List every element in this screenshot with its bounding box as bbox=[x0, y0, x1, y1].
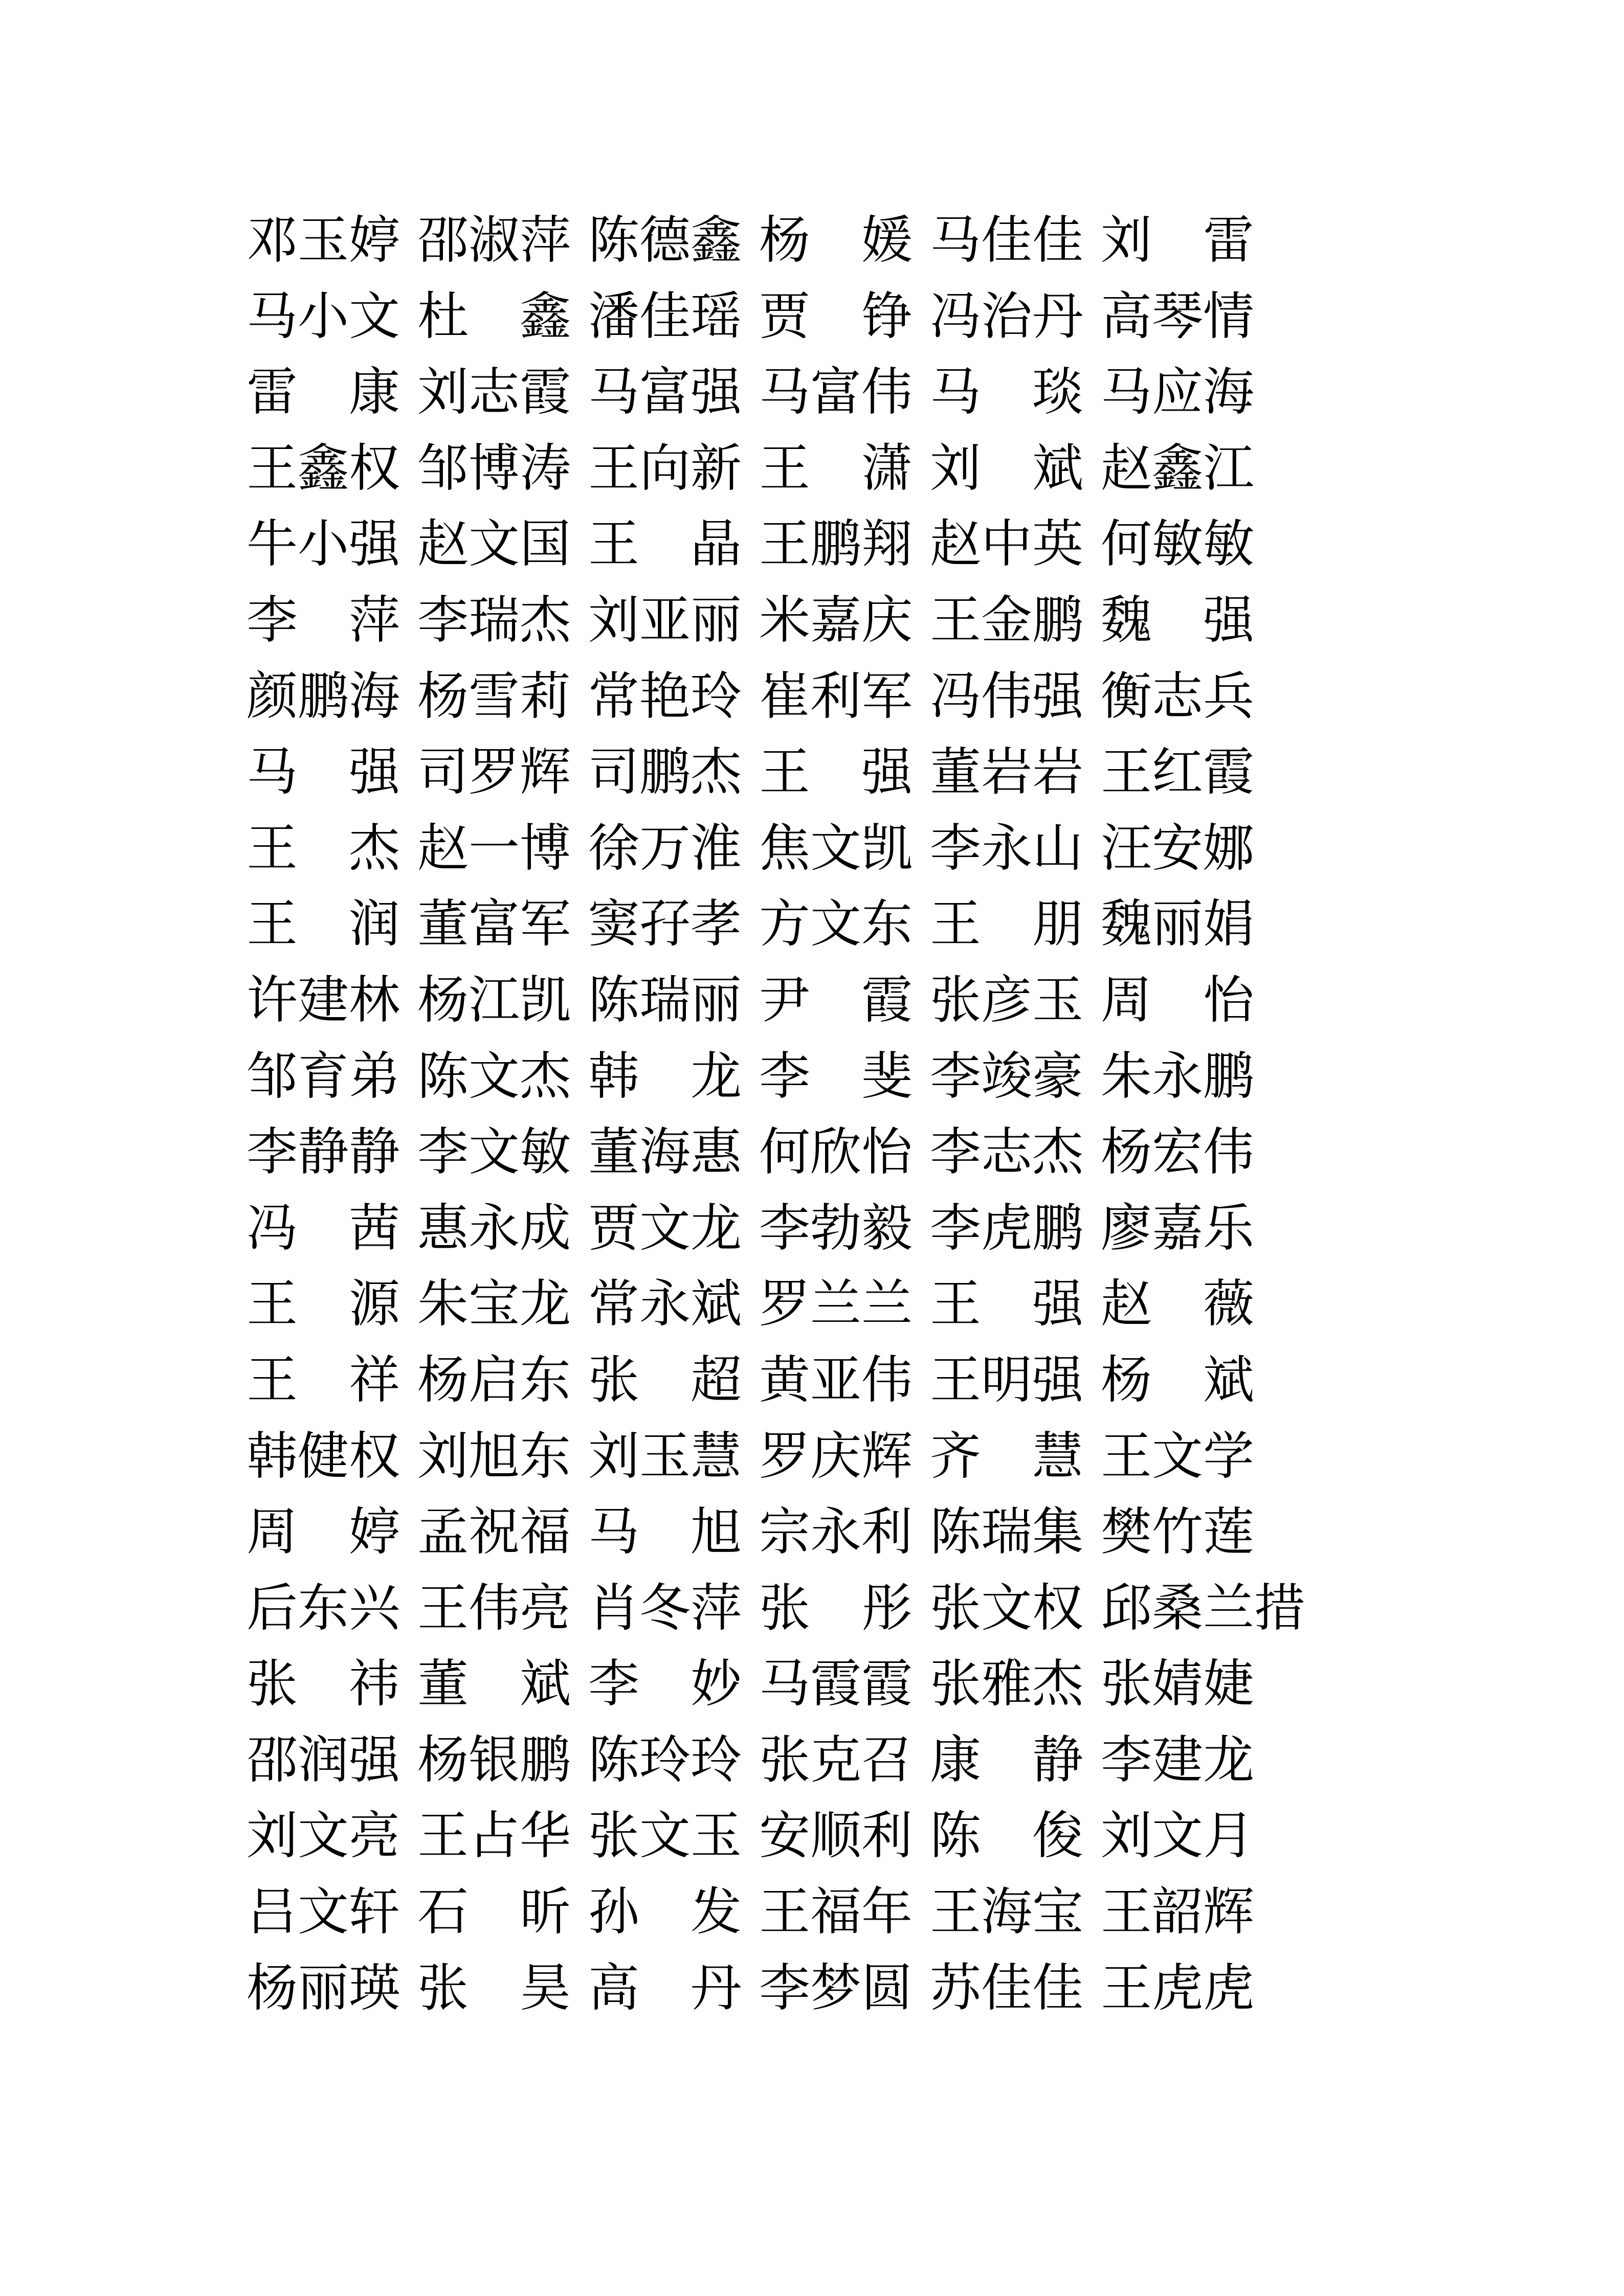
name-cell: 刘文亮 bbox=[247, 1806, 400, 1866]
name-cell: 刘旭东 bbox=[417, 1426, 571, 1486]
name-cell: 崔利军 bbox=[759, 666, 913, 726]
name-cell: 董岩岩 bbox=[930, 742, 1083, 802]
name-cell: 李文敏 bbox=[417, 1122, 571, 1182]
name-cell: 杨启东 bbox=[417, 1349, 571, 1410]
name-cell: 安顺利 bbox=[759, 1806, 913, 1866]
name-cell: 李 妙 bbox=[588, 1654, 742, 1714]
name-cell: 王 祥 bbox=[247, 1349, 400, 1410]
name-cell: 赵鑫江 bbox=[1101, 438, 1254, 498]
name-cell: 邓玉婷 bbox=[247, 210, 400, 270]
name-cell: 焦文凯 bbox=[759, 818, 913, 878]
name-cell: 黄亚伟 bbox=[759, 1349, 913, 1410]
name-cell: 许建林 bbox=[247, 970, 400, 1030]
name-cell: 陈文杰 bbox=[417, 1046, 571, 1106]
name-cell: 杨银鹏 bbox=[417, 1729, 571, 1790]
name-cell: 孙 发 bbox=[588, 1882, 742, 1942]
name-cell: 李永山 bbox=[930, 818, 1083, 878]
name-cell: 王金鹏 bbox=[930, 590, 1083, 650]
name-cell: 张 昊 bbox=[417, 1957, 571, 2018]
name-cell: 魏 强 bbox=[1101, 590, 1254, 650]
name-cell: 王 杰 bbox=[247, 818, 400, 878]
name-cell: 罗兰兰 bbox=[759, 1274, 913, 1334]
name-cell: 马富强 bbox=[588, 362, 742, 422]
name-cell: 冯伟强 bbox=[930, 666, 1083, 726]
name-cell: 冯 茜 bbox=[247, 1198, 400, 1258]
name-cell: 李勃毅 bbox=[759, 1198, 913, 1258]
name-cell: 马 旭 bbox=[588, 1502, 742, 1562]
name-cell: 石 昕 bbox=[417, 1882, 571, 1942]
name-cell: 张婧婕 bbox=[1101, 1654, 1254, 1714]
name-cell: 王 润 bbox=[247, 894, 400, 954]
name-cell: 李建龙 bbox=[1101, 1729, 1254, 1790]
name-grid bbox=[247, 202, 1305, 2026]
name-cell: 高琴情 bbox=[1101, 286, 1254, 346]
name-cell: 王文学 bbox=[1101, 1426, 1254, 1486]
name-cell: 司鹏杰 bbox=[588, 742, 742, 802]
name-cell: 王占华 bbox=[417, 1806, 571, 1866]
name-cell: 刘玉慧 bbox=[588, 1426, 742, 1486]
name-cell: 李志杰 bbox=[930, 1122, 1083, 1182]
name-cell: 尹 霞 bbox=[759, 970, 913, 1030]
name-cell: 周 怡 bbox=[1101, 970, 1254, 1030]
name-cell: 刘 斌 bbox=[930, 438, 1083, 498]
name-cell: 马富伟 bbox=[759, 362, 913, 422]
name-cell: 杜 鑫 bbox=[417, 286, 571, 346]
name-cell: 赵 薇 bbox=[1101, 1274, 1254, 1334]
name-cell: 王鑫权 bbox=[247, 438, 400, 498]
name-cell: 张彦玉 bbox=[930, 970, 1083, 1030]
name-cell: 刘 雷 bbox=[1101, 210, 1254, 270]
name-cell: 马 强 bbox=[247, 742, 400, 802]
name-cell: 王鹏翔 bbox=[759, 514, 913, 574]
name-cell: 李 斐 bbox=[759, 1046, 913, 1106]
name-cell: 刘文月 bbox=[1101, 1806, 1254, 1866]
name-cell: 康 静 bbox=[930, 1729, 1083, 1790]
name-cell: 张文权 bbox=[930, 1578, 1083, 1638]
name-cell: 齐 慧 bbox=[930, 1426, 1083, 1486]
name-cell: 后东兴 bbox=[247, 1578, 400, 1638]
name-cell: 方文东 bbox=[759, 894, 913, 954]
name-cell: 窦孖孝 bbox=[588, 894, 742, 954]
name-cell: 贾 铮 bbox=[759, 286, 913, 346]
name-cell: 王 潇 bbox=[759, 438, 913, 498]
name-cell: 邵淑萍 bbox=[417, 210, 571, 270]
name-cell: 雷 康 bbox=[247, 362, 400, 422]
name-cell: 董 斌 bbox=[417, 1654, 571, 1714]
name-cell: 王虎虎 bbox=[1101, 1957, 1254, 2018]
name-cell: 惠永成 bbox=[417, 1198, 571, 1258]
name-cell: 苏佳佳 bbox=[930, 1957, 1083, 2018]
name-cell: 米嘉庆 bbox=[759, 590, 913, 650]
name-cell: 王 源 bbox=[247, 1274, 400, 1334]
name-cell: 常永斌 bbox=[588, 1274, 742, 1334]
name-cell: 王 强 bbox=[930, 1274, 1083, 1334]
name-cell: 董海惠 bbox=[588, 1122, 742, 1182]
name-cell: 王 晶 bbox=[588, 514, 742, 574]
name-cell: 王海宝 bbox=[930, 1882, 1083, 1942]
name-cell: 何敏敏 bbox=[1101, 514, 1254, 574]
name-cell: 赵中英 bbox=[930, 514, 1083, 574]
name-cell: 韩健权 bbox=[247, 1426, 400, 1486]
name-cell: 王伟亮 bbox=[417, 1578, 571, 1638]
name-cell: 邵润强 bbox=[247, 1729, 400, 1790]
name-cell: 邱桑兰措 bbox=[1101, 1578, 1305, 1638]
name-cell: 魏丽娟 bbox=[1101, 894, 1254, 954]
name-cell: 潘佳瑶 bbox=[588, 286, 742, 346]
name-cell: 李梦圆 bbox=[759, 1957, 913, 2018]
name-cell: 马霞霞 bbox=[759, 1654, 913, 1714]
name-cell: 李竣豪 bbox=[930, 1046, 1083, 1106]
name-cell: 牛小强 bbox=[247, 514, 400, 574]
name-cell: 杨雪莉 bbox=[417, 666, 571, 726]
name-cell: 王韶辉 bbox=[1101, 1882, 1254, 1942]
name-cell: 杨丽瑛 bbox=[247, 1957, 400, 2018]
name-cell: 王 朋 bbox=[930, 894, 1083, 954]
name-cell: 李瑞杰 bbox=[417, 590, 571, 650]
name-cell: 张文玉 bbox=[588, 1806, 742, 1866]
name-cell: 王向新 bbox=[588, 438, 742, 498]
name-cell: 李虎鹏 bbox=[930, 1198, 1083, 1258]
name-cell: 马应海 bbox=[1101, 362, 1254, 422]
name-cell: 陈德鑫 bbox=[588, 210, 742, 270]
name-cell: 衡志兵 bbox=[1101, 666, 1254, 726]
name-cell: 杨宏伟 bbox=[1101, 1122, 1254, 1182]
name-cell: 杨 斌 bbox=[1101, 1349, 1254, 1410]
name-cell: 马 琰 bbox=[930, 362, 1083, 422]
name-cell: 孟祝福 bbox=[417, 1502, 571, 1562]
name-cell: 邹博涛 bbox=[417, 438, 571, 498]
name-cell: 韩 龙 bbox=[588, 1046, 742, 1106]
name-cell: 徐万淮 bbox=[588, 818, 742, 878]
name-cell: 马佳佳 bbox=[930, 210, 1083, 270]
name-cell: 董富军 bbox=[417, 894, 571, 954]
name-cell: 常艳玲 bbox=[588, 666, 742, 726]
name-cell: 王福年 bbox=[759, 1882, 913, 1942]
name-cell: 杨 媛 bbox=[759, 210, 913, 270]
name-cell: 廖嘉乐 bbox=[1101, 1198, 1254, 1258]
name-cell: 陈瑞集 bbox=[930, 1502, 1083, 1562]
name-cell: 杨江凯 bbox=[417, 970, 571, 1030]
name-cell: 王红霞 bbox=[1101, 742, 1254, 802]
name-cell: 李静静 bbox=[247, 1122, 400, 1182]
name-cell: 高 丹 bbox=[588, 1957, 742, 2018]
name-cell: 周 婷 bbox=[247, 1502, 400, 1562]
name-cell: 宗永利 bbox=[759, 1502, 913, 1562]
name-cell: 罗庆辉 bbox=[759, 1426, 913, 1486]
name-cell: 刘志霞 bbox=[417, 362, 571, 422]
name-cell: 王 强 bbox=[759, 742, 913, 802]
name-cell: 陈 俊 bbox=[930, 1806, 1083, 1866]
name-cell: 张 祎 bbox=[247, 1654, 400, 1714]
name-cell: 肖冬萍 bbox=[588, 1578, 742, 1638]
name-cell: 汪安娜 bbox=[1101, 818, 1254, 878]
name-cell: 吕文轩 bbox=[247, 1882, 400, 1942]
name-cell: 樊竹莲 bbox=[1101, 1502, 1254, 1562]
name-cell: 王明强 bbox=[930, 1349, 1083, 1410]
name-cell: 张克召 bbox=[759, 1729, 913, 1790]
name-cell: 张 彤 bbox=[759, 1578, 913, 1638]
name-cell: 朱宝龙 bbox=[417, 1274, 571, 1334]
name-cell: 赵文国 bbox=[417, 514, 571, 574]
name-cell: 陈瑞丽 bbox=[588, 970, 742, 1030]
name-cell: 颜鹏海 bbox=[247, 666, 400, 726]
name-cell: 马小文 bbox=[247, 286, 400, 346]
name-cell: 张雅杰 bbox=[930, 1654, 1083, 1714]
name-cell: 冯治丹 bbox=[930, 286, 1083, 346]
name-cell: 李 萍 bbox=[247, 590, 400, 650]
name-cell: 朱永鹏 bbox=[1101, 1046, 1254, 1106]
name-cell: 赵一博 bbox=[417, 818, 571, 878]
name-cell: 何欣怡 bbox=[759, 1122, 913, 1182]
name-cell: 陈玲玲 bbox=[588, 1729, 742, 1790]
name-cell: 贾文龙 bbox=[588, 1198, 742, 1258]
name-cell: 司罗辉 bbox=[417, 742, 571, 802]
name-cell: 张 超 bbox=[588, 1349, 742, 1410]
name-cell: 邹育弟 bbox=[247, 1046, 400, 1106]
name-cell: 刘亚丽 bbox=[588, 590, 742, 650]
